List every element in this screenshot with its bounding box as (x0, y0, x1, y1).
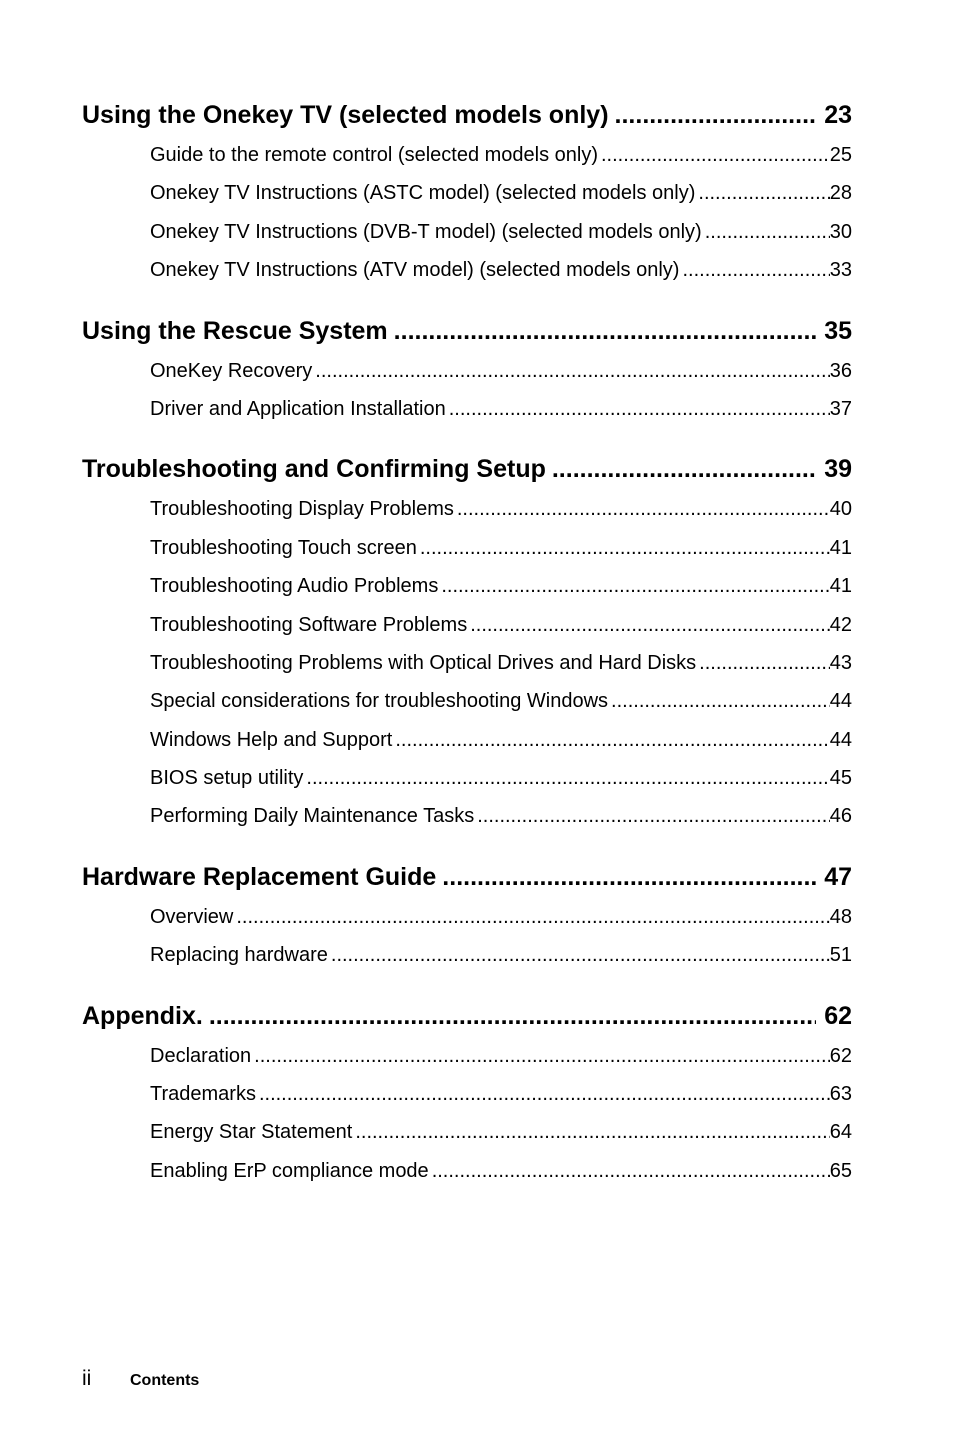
dot-leader (259, 1075, 830, 1113)
dot-leader (420, 529, 830, 567)
toc-entry-title: Overview (150, 905, 234, 928)
toc-entry-page: 43 (829, 651, 852, 674)
toc-entry-title: Troubleshooting Problems with Optical Drives and Hard Disks (150, 651, 697, 674)
toc-heading-page: 35 (824, 316, 852, 345)
toc-section (82, 96, 852, 290)
toc-heading-title: Troubleshooting and Confirming Setup (82, 455, 546, 484)
toc-heading[interactable] (82, 312, 852, 350)
toc-entry-title: Troubleshooting Touch screen (150, 536, 417, 559)
toc-entry-title: OneKey Recovery (150, 359, 313, 382)
toc-entry-title: Onekey TV Instructions (ASTC model) (selected models only) (150, 182, 696, 205)
dot-leader (699, 644, 830, 682)
dot-leader (615, 96, 817, 134)
toc-entry-title: Troubleshooting Audio Problems (150, 575, 439, 598)
toc-entry[interactable] (150, 213, 852, 251)
dot-leader (470, 606, 830, 644)
toc-heading[interactable] (82, 96, 852, 134)
toc-entry-title: Declaration (150, 1044, 252, 1067)
toc-entry-page: 33 (829, 259, 852, 282)
toc-entry[interactable] (150, 898, 852, 936)
dot-leader (394, 312, 817, 350)
dot-leader (315, 352, 829, 390)
toc-heading-title: Using the Rescue System (82, 316, 388, 345)
dot-leader (236, 898, 829, 936)
toc-heading[interactable] (82, 450, 852, 488)
toc-entry-page: 37 (829, 397, 852, 420)
toc-entry-page: 41 (829, 575, 852, 598)
dot-leader (477, 797, 830, 835)
toc-entry-page: 65 (829, 1159, 852, 1182)
toc-entry-title: Trademarks (150, 1083, 256, 1106)
dot-leader (441, 567, 829, 605)
toc-heading-page: 47 (824, 862, 852, 891)
dot-leader (682, 251, 829, 289)
toc-heading-page: 39 (824, 455, 852, 484)
dot-leader (432, 1152, 830, 1190)
toc-entry-page: 62 (829, 1044, 852, 1067)
toc-entry-page: 28 (829, 182, 852, 205)
toc-section (82, 858, 852, 975)
toc-entry-page: 51 (829, 944, 852, 967)
toc-entry[interactable] (150, 352, 852, 390)
toc-entry-title: BIOS setup utility (150, 767, 304, 790)
toc-entry-title: Special considerations for troubleshooting Windows (150, 690, 609, 713)
toc-entry-page: 42 (829, 613, 852, 636)
toc-entry[interactable] (150, 174, 852, 212)
dot-leader (395, 721, 829, 759)
toc-heading-page: 23 (824, 101, 852, 129)
toc-entry-page: 46 (829, 805, 852, 828)
footer-page-number: ii (82, 1367, 92, 1390)
toc-entry[interactable] (150, 644, 852, 682)
toc-heading-title: Using the Onekey TV (selected models only) (82, 101, 609, 129)
toc-heading-title: Hardware Replacement Guide (82, 862, 437, 891)
dot-leader (254, 1037, 830, 1075)
toc-entry-list (82, 1037, 852, 1191)
toc-entry[interactable] (150, 1037, 852, 1075)
toc-section (82, 312, 852, 429)
toc-entry-list (82, 898, 852, 975)
toc-entry-page: 45 (829, 767, 852, 790)
toc-section (82, 997, 852, 1191)
toc-entry-page: 30 (829, 220, 852, 243)
toc-entry[interactable] (150, 797, 852, 835)
toc-entry-list (82, 490, 852, 836)
toc-entry[interactable] (150, 1113, 852, 1151)
toc-entry[interactable] (150, 1075, 852, 1113)
toc-entry[interactable] (150, 682, 852, 720)
toc-section (82, 450, 852, 836)
toc-entry-page: 36 (829, 359, 852, 382)
dot-leader (355, 1113, 829, 1151)
dot-leader (306, 759, 829, 797)
toc-entry-page: 48 (829, 905, 852, 928)
toc-entry-page: 44 (829, 728, 852, 751)
dot-leader (611, 682, 830, 720)
dot-leader (449, 390, 830, 428)
toc-entry[interactable] (150, 606, 852, 644)
table-of-contents (82, 96, 852, 1190)
toc-entry-page: 63 (829, 1083, 852, 1106)
dot-leader (331, 936, 830, 974)
toc-entry-title: Guide to the remote control (selected models only) (150, 144, 598, 166)
toc-entry[interactable] (150, 1152, 852, 1190)
dot-leader (698, 174, 829, 212)
toc-entry-page: 25 (829, 144, 852, 166)
toc-entry[interactable] (150, 529, 852, 567)
toc-entry-list (82, 352, 852, 429)
dot-leader (705, 213, 830, 251)
toc-entry[interactable] (150, 490, 852, 528)
toc-heading-page: 62 (824, 1001, 852, 1030)
dot-leader (552, 450, 816, 488)
toc-entry[interactable] (150, 721, 852, 759)
toc-entry-page: 41 (829, 536, 852, 559)
dot-leader (442, 858, 816, 896)
toc-entry-title: Troubleshooting Software Problems (150, 613, 468, 636)
dot-leader (457, 490, 830, 528)
page-footer (82, 1367, 199, 1391)
toc-entry-title: Energy Star Statement (150, 1121, 353, 1144)
toc-heading[interactable] (82, 858, 852, 896)
toc-entry[interactable] (150, 136, 852, 174)
toc-entry[interactable] (150, 936, 852, 974)
toc-entry-title: Driver and Application Installation (150, 397, 446, 420)
footer-section-name: Contents (130, 1372, 200, 1389)
toc-entry-title: Windows Help and Support (150, 728, 393, 751)
toc-entry[interactable] (150, 390, 852, 428)
toc-entry-title: Performing Daily Maintenance Tasks (150, 805, 475, 828)
toc-entry-page: 64 (829, 1121, 852, 1144)
toc-entry-title: Onekey TV Instructions (ATV model) (selected models only) (150, 259, 680, 282)
toc-heading-title: Appendix. (82, 1001, 203, 1030)
dot-leader (209, 997, 816, 1035)
toc-entry-title: Replacing hardware (150, 944, 328, 967)
toc-entry-title: Enabling ErP compliance mode (150, 1159, 429, 1182)
toc-entry-list (82, 136, 852, 290)
toc-entry-page: 40 (829, 498, 852, 521)
toc-entry-page: 44 (829, 690, 852, 713)
toc-entry-title: Troubleshooting Display Problems (150, 498, 454, 521)
dot-leader (601, 136, 830, 174)
toc-entry[interactable] (150, 251, 852, 289)
toc-entry[interactable] (150, 759, 852, 797)
toc-entry-title: Onekey TV Instructions (DVB-T model) (selected models only) (150, 220, 702, 243)
toc-entry[interactable] (150, 567, 852, 605)
toc-heading[interactable] (82, 997, 852, 1035)
